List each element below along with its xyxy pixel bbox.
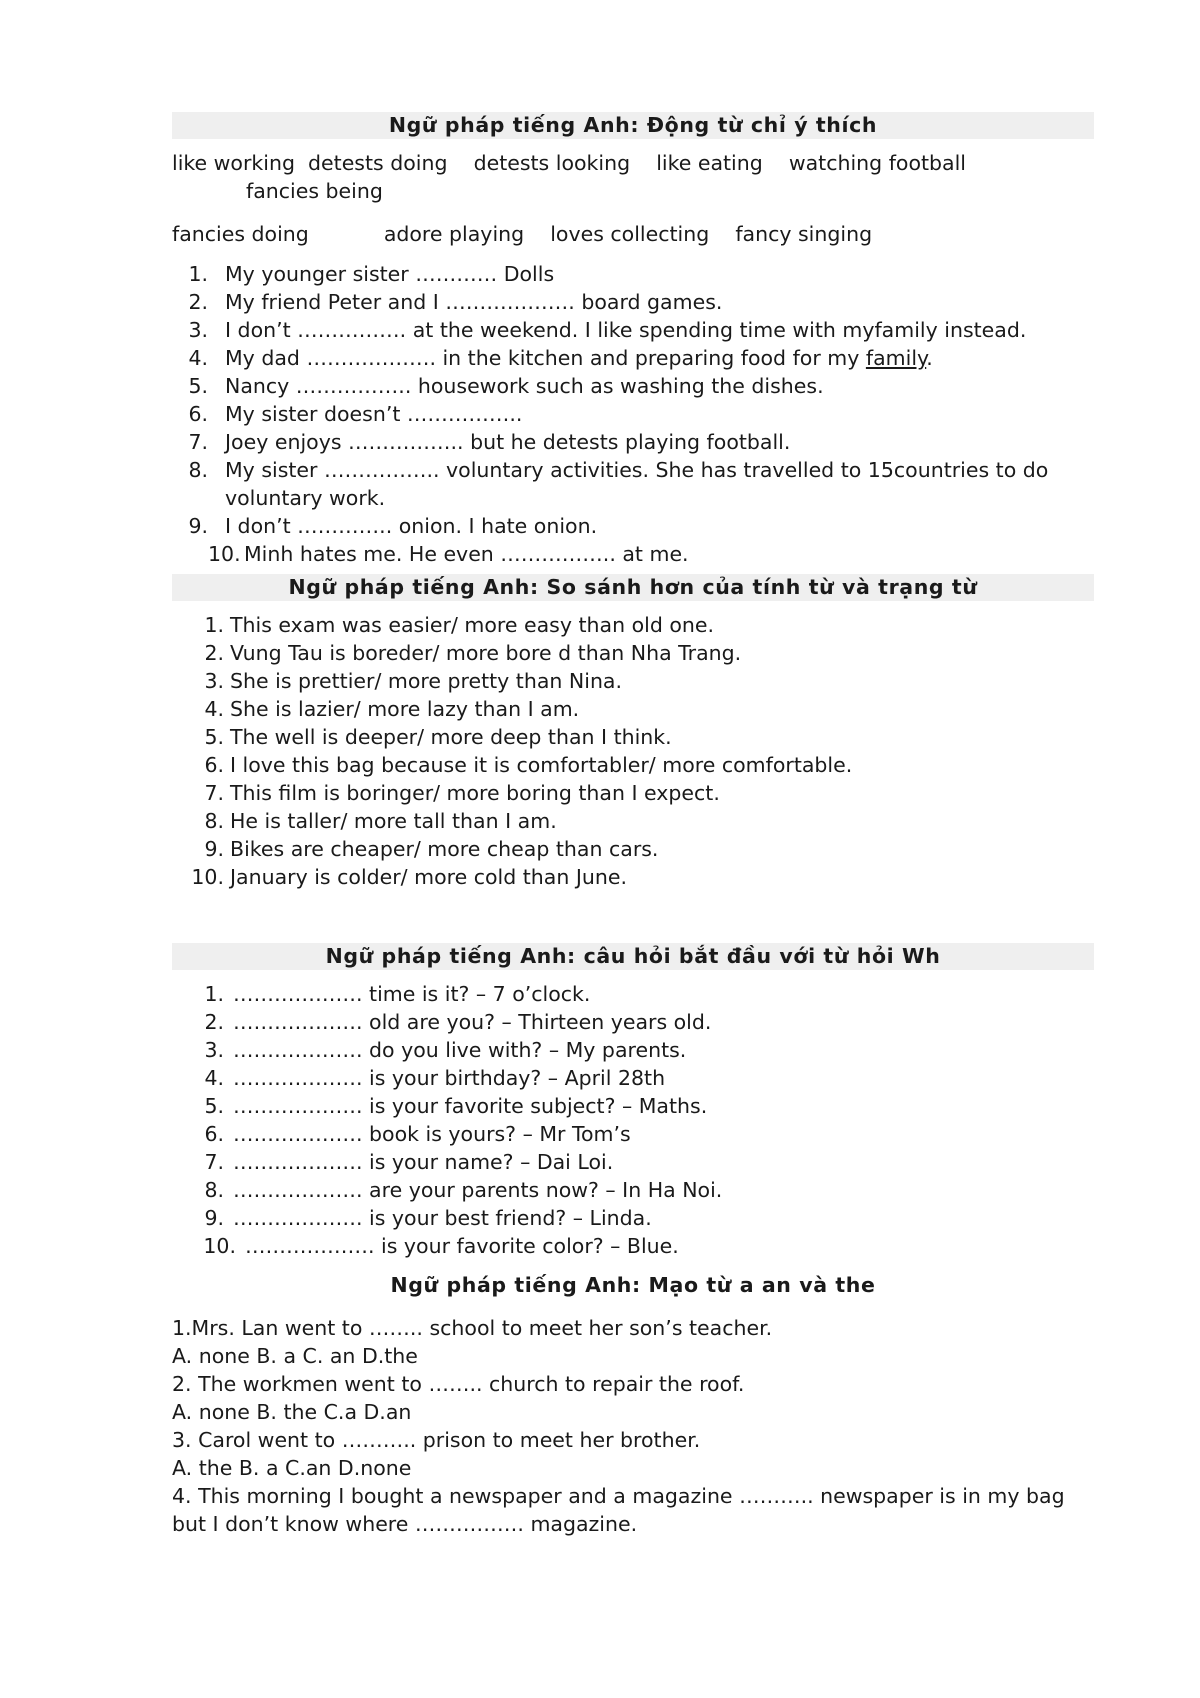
comparative-exercise-list [172,611,1094,891]
list-item: 1. My younger sister ………… Dolls [188,262,555,286]
list-item: 8. ………………. are your parents now? – In Ha Noi. [204,1178,723,1202]
answer-options: A. none B. the C.a D.an [172,1400,412,1424]
word-bank-item: detests doing [308,151,448,175]
likes-exercise-list [172,260,1094,568]
question-line: 1.Mrs. Lan went to …….. school to meet her son’s teacher. [172,1316,773,1340]
section-heading-comparative: Ngữ pháp tiếng Anh: So sánh hơn của tính từ và trạng từ [172,574,1094,601]
document-page [172,112,1094,1538]
wh-exercise-list [172,980,1094,1260]
answer-options: A. the B. a C.an D.none [172,1456,412,1480]
question-line: 3. Carol went to ……….. prison to meet her brother. [172,1428,701,1452]
list-item: 7. Joey enjoys …………….. but he detests playing football. [188,430,791,454]
list-item: 3. I don’t ……………. at the weekend. I like spending time with myfamily instead. [188,318,1027,342]
word-bank-item: fancy singing [735,222,873,246]
list-item: 10. Minh hates me. He even …………….. at me. [208,542,689,566]
word-bank [172,149,1094,248]
list-item: 3. ………………. do you live with? – My parents. [204,1038,687,1062]
section-heading-likes: Ngữ pháp tiếng Anh: Động từ chỉ ý thích [172,112,1094,139]
list-item: 3. She is prettier/ more pretty than Nina. [204,669,623,693]
list-item: 8. He is taller/ more tall than I am. [204,809,557,833]
word-bank-item: fancies doing [172,222,309,246]
word-bank-item: watching football [788,151,966,175]
list-item: 5. ………………. is your favorite subject? – Maths. [204,1094,708,1118]
list-item: 2. Vung Tau is boreder/ more bore d than Nha Trang. [204,641,742,665]
list-item: 9. I don’t ………….. onion. I hate onion. [188,514,598,538]
word-bank-line-1 [172,149,1094,177]
section-heading-articles: Ngữ pháp tiếng Anh: Mạo từ a an và the [390,1273,876,1297]
word-bank-item: detests looking [473,151,631,175]
question-line: 2. The workmen went to …….. church to repair the roof. [172,1372,745,1396]
list-item: 7. ………………. is your name? – Dai Loi. [204,1150,614,1174]
word-bank-item: adore playing [383,222,525,246]
list-item: 4. My dad ………………. in the kitchen and preparing food for my family. [188,346,933,370]
word-bank-item: loves collecting [550,222,710,246]
question-line: 4. This morning I bought a newspaper and a magazine ……….. newspaper is in my bag but I don’t know where ……………. magazine. [172,1484,1065,1536]
list-item: 10. January is colder/ more cold than June. [191,865,628,889]
answer-options: A. none B. a C. an D.the [172,1344,418,1368]
underlined-word: family [865,346,927,370]
articles-exercise [172,1314,1094,1538]
list-item: 4. ………………. is your birthday? – April 28th [204,1066,666,1090]
list-item: 8. My sister …………….. voluntary activities. She has travelled to 15countries to do voluntary work. [188,458,1049,510]
word-bank-item: fancies being [246,179,383,203]
list-item: 6. I love this bag because it is comfortabler/ more comfortable. [204,753,853,777]
list-item: 5. Nancy …………….. housework such as washing the dishes. [188,374,824,398]
list-item: 4. She is lazier/ more lazy than I am. [204,697,580,721]
list-item: 9. ………………. is your best friend? – Linda. [204,1206,652,1230]
list-item: 1. This exam was easier/ more easy than old one. [204,613,715,637]
word-bank-line-2 [172,220,1094,248]
list-item: 2. My friend Peter and I ………………. board games. [188,290,723,314]
list-item: 6. ………………. book is yours? – Mr Tom’s [204,1122,631,1146]
section-heading-wh: Ngữ pháp tiếng Anh: câu hỏi bắt đầu với từ hỏi Wh [172,943,1094,970]
word-bank-item: like eating [656,151,763,175]
list-item: 7. This film is boringer/ more boring than I expect. [204,781,720,805]
list-item: 10. ………………. is your favorite color? – Blue. [203,1234,679,1258]
list-item: 6. My sister doesn’t …………….. [188,402,523,426]
list-item: 9. Bikes are cheaper/ more cheap than cars. [204,837,659,861]
list-item: 5. The well is deeper/ more deep than I think. [204,725,672,749]
list-item: 2. ………………. old are you? – Thirteen years old. [204,1010,712,1034]
word-bank-item: like working [172,151,295,175]
list-item: 1. ………………. time is it? – 7 o’clock. [204,982,591,1006]
